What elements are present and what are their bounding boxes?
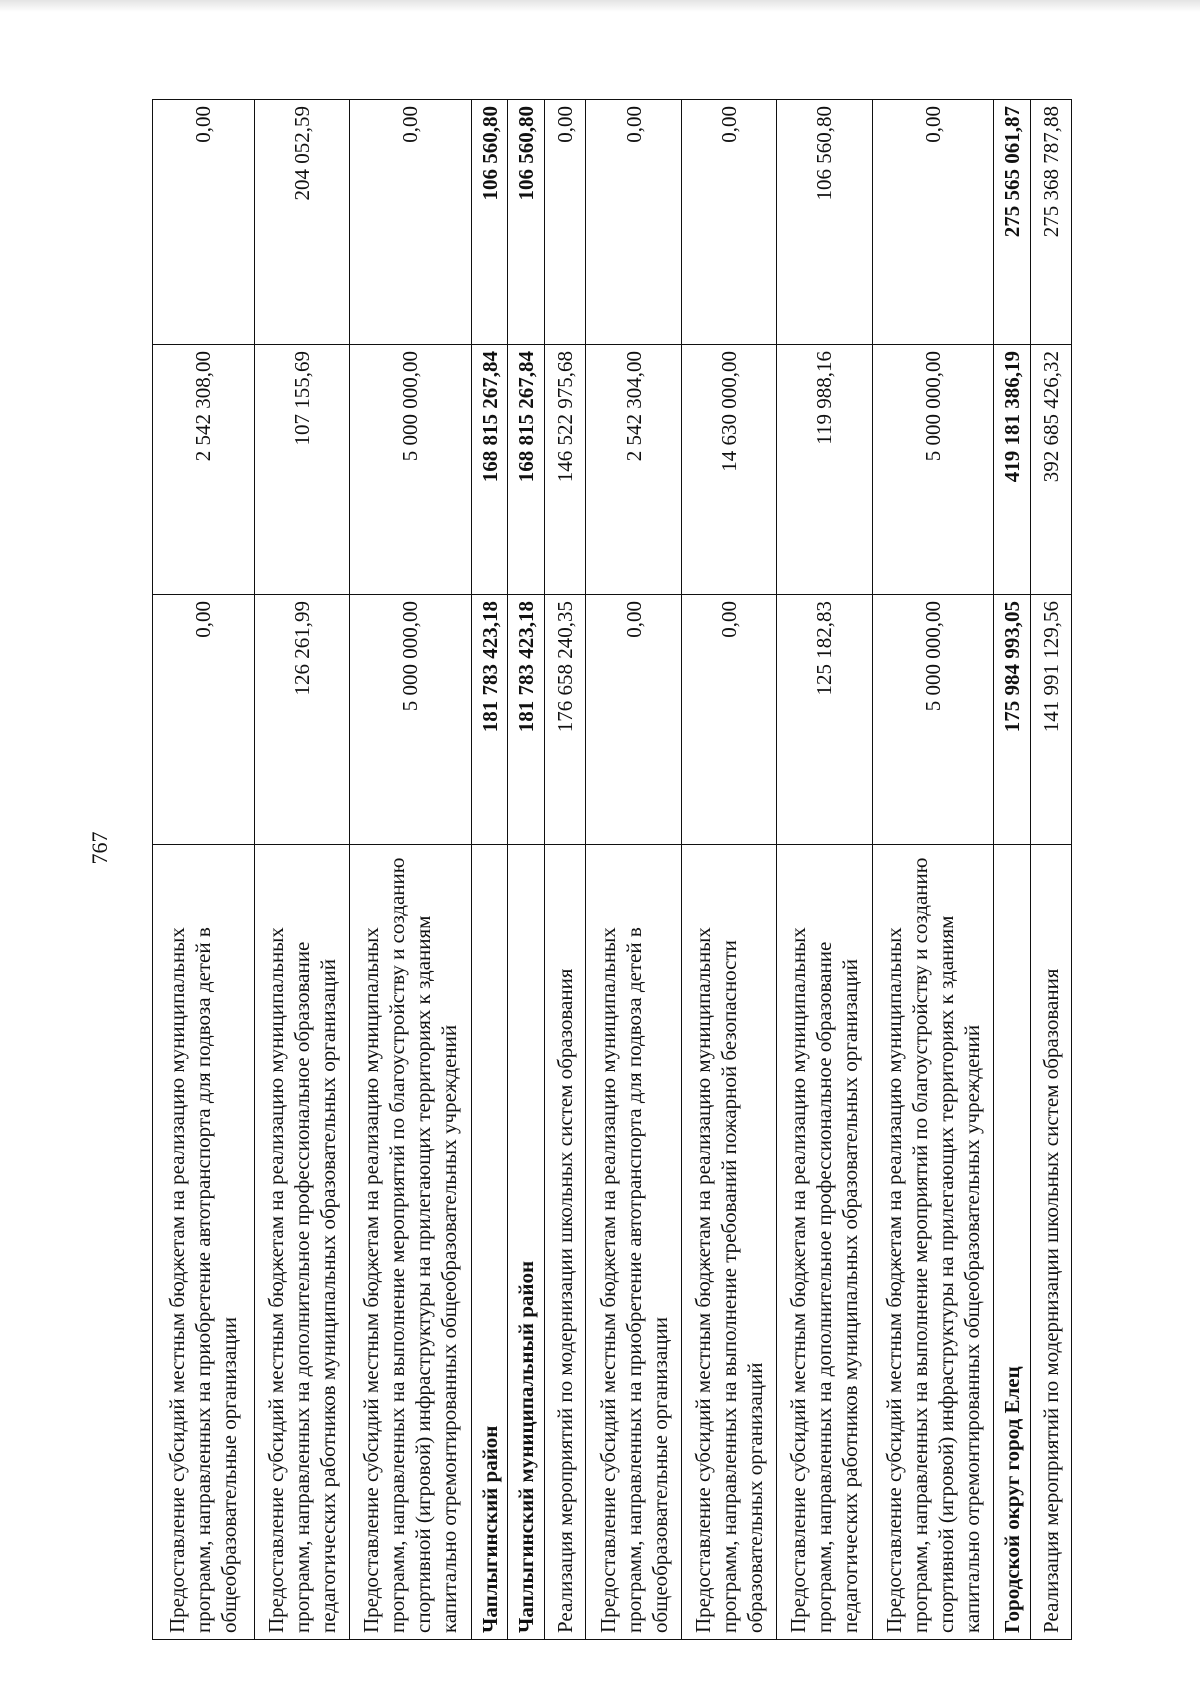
table-row — [254, 100, 349, 1640]
table-row — [545, 100, 586, 1640]
row-value-1: 5 000 000,00 — [350, 595, 471, 845]
row-name: Предоставление субсидий местным бюджетам на реализацию муниципальных программ, направленных на выполнение мероприятий по благоустройству и созданию спортивной (игровой) инфраструктуры на прилегающих территориях к зданиям капитально отремонтированных общеобразовательных учреждений — [872, 845, 993, 1640]
row-value-3: 106 560,80 — [508, 100, 545, 345]
row-value-2: 5 000 000,00 — [350, 345, 471, 595]
row-value-1: 5 000 000,00 — [872, 595, 993, 845]
row-value-3: 0,00 — [545, 100, 586, 345]
table-row — [777, 100, 872, 1640]
table-row — [681, 100, 776, 1640]
budget-table — [152, 99, 1072, 1640]
table-row-subtotal — [471, 100, 508, 1640]
row-name: Предоставление субсидий местным бюджетам на реализацию муниципальных программ, направленных на дополнительное профессиональное образование педагогических работников муниципальных образовательных организаций — [254, 845, 349, 1640]
row-name: Предоставление субсидий местным бюджетам на реализацию муниципальных программ, направленных на приобретение автотранспорта для подвоза детей в общеобразовательные организации — [153, 845, 255, 1640]
table-row — [586, 100, 681, 1640]
row-value-3: 106 560,80 — [777, 100, 872, 345]
row-value-1: 141 991 129,56 — [1030, 595, 1071, 845]
row-value-3: 204 052,59 — [254, 100, 349, 345]
row-name: Предоставление субсидий местным бюджетам на реализацию муниципальных программ, направленных на выполнение требований пожарной безопасности образовательных организаций — [681, 845, 776, 1640]
row-value-2: 2 542 304,00 — [586, 345, 681, 595]
row-value-3: 0,00 — [350, 100, 471, 345]
row-name: Городской округ город Елец — [993, 845, 1030, 1640]
table-row — [153, 100, 255, 1640]
row-value-2: 168 815 267,84 — [471, 345, 508, 595]
table-row — [1030, 100, 1071, 1640]
row-value-1: 175 984 993,05 — [993, 595, 1030, 845]
row-value-1: 181 783 423,18 — [471, 595, 508, 845]
row-value-1: 125 182,83 — [777, 595, 872, 845]
row-name: Чаплыгинский муниципальный район — [508, 845, 545, 1640]
table-row — [350, 100, 471, 1640]
row-value-1: 0,00 — [153, 595, 255, 845]
row-value-3: 0,00 — [153, 100, 255, 345]
row-value-2: 5 000 000,00 — [872, 345, 993, 595]
row-value-2: 168 815 267,84 — [508, 345, 545, 595]
row-value-3: 106 560,80 — [471, 100, 508, 345]
row-value-2: 419 181 386,19 — [993, 345, 1030, 595]
row-value-2: 392 685 426,32 — [1030, 345, 1071, 595]
table-row — [872, 100, 993, 1640]
row-value-2: 119 988,16 — [777, 345, 872, 595]
rotated-table-wrapper — [152, 100, 1072, 1640]
row-value-1: 126 261,99 — [254, 595, 349, 845]
row-value-2: 146 522 975,68 — [545, 345, 586, 595]
table-row-subtotal — [508, 100, 545, 1640]
row-value-2: 14 630 000,00 — [681, 345, 776, 595]
row-value-1: 176 658 240,35 — [545, 595, 586, 845]
row-value-3: 275 368 787,88 — [1030, 100, 1071, 345]
row-name: Предоставление субсидий местным бюджетам на реализацию муниципальных программ, направленных на выполнение мероприятий по благоустройству и созданию спортивной (игровой) инфраструктуры на прилегающих территориях к зданиям капитально отремонтированных общеобразовательных учреждений — [350, 845, 471, 1640]
row-name: Предоставление субсидий местным бюджетам на реализацию муниципальных программ, направленных на дополнительное профессиональное образование педагогических работников муниципальных образовательных организаций — [777, 845, 872, 1640]
row-name: Чаплыгинский район — [471, 845, 508, 1640]
row-value-3: 0,00 — [586, 100, 681, 345]
row-value-3: 0,00 — [872, 100, 993, 345]
row-name: Предоставление субсидий местным бюджетам на реализацию муниципальных программ, направленных на приобретение автотранспорта для подвоза детей в общеобразовательные организации — [586, 845, 681, 1640]
table-row-subtotal — [993, 100, 1030, 1640]
row-value-1: 181 783 423,18 — [508, 595, 545, 845]
row-name: Реализация мероприятий по модернизации школьных систем образования — [1030, 845, 1071, 1640]
row-value-3: 275 565 061,87 — [993, 100, 1030, 345]
row-value-1: 0,00 — [681, 595, 776, 845]
row-value-3: 0,00 — [681, 100, 776, 345]
row-name: Реализация мероприятий по модернизации школьных систем образования — [545, 845, 586, 1640]
row-value-2: 2 542 308,00 — [153, 345, 255, 595]
scan-top-edge — [0, 0, 1200, 12]
row-value-1: 0,00 — [586, 595, 681, 845]
page-number: 767 — [87, 831, 112, 865]
row-value-2: 107 155,69 — [254, 345, 349, 595]
